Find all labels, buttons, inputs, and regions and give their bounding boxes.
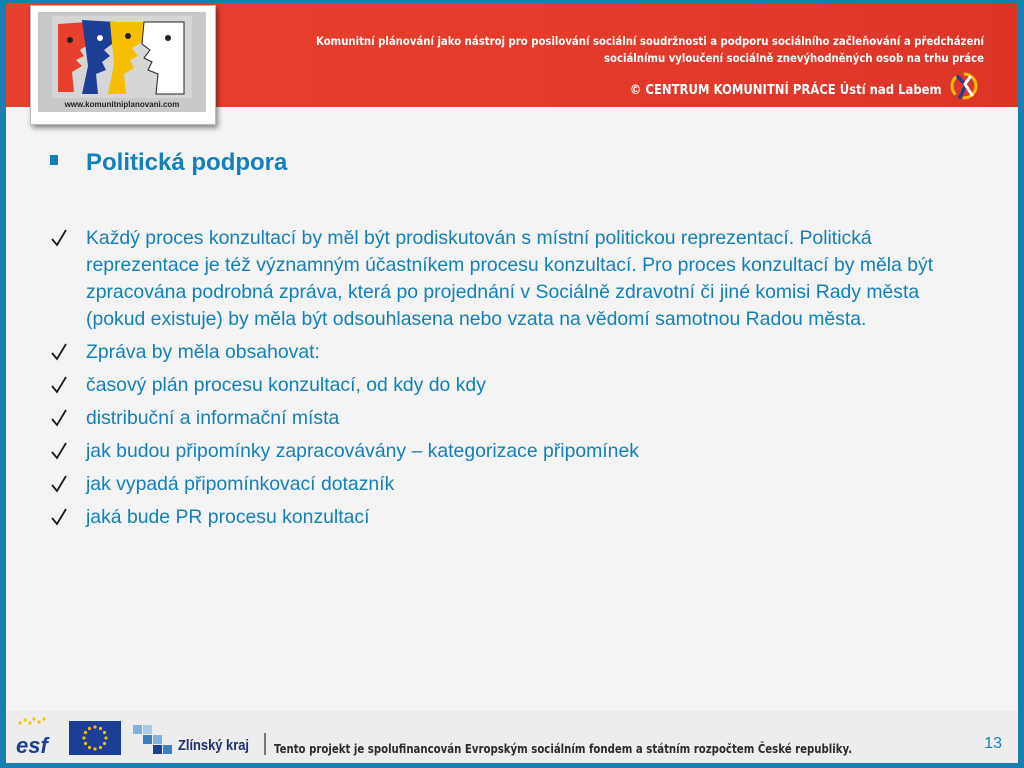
list-item-text: jak vypadá připomínkovací dotazník — [86, 473, 395, 495]
komunitni-planovani-logo — [30, 5, 216, 125]
checkmark-icon — [49, 506, 69, 528]
slide — [6, 3, 1018, 763]
header-title-line2: sociálnímu vyloučení sociálně znevýhodněných osob na trhu práce — [604, 51, 984, 65]
checkmark-icon — [49, 374, 69, 396]
list-item-text: Zpráva by měla obsahovat: — [86, 341, 320, 363]
ckp-logo-icon — [946, 71, 982, 101]
faces-logo-icon — [52, 16, 192, 98]
list-item — [46, 438, 946, 465]
list-item-text: Každý proces konzultací by měl být prodiskutován s místní politickou reprezentací. Politická reprezentace je též významným účastníkem procesu konzultací. Pro proces konzultací by měla být zpracována podrobná zpráva, která po projednání v Sociálně zdravotní či jiné komisi Rady města (pokud existuje) by měla být odsouhlasena nebo vzata na vědomí samotnou Radou města. — [86, 227, 934, 330]
list-item — [46, 504, 946, 531]
checkmark-icon — [49, 407, 69, 429]
page-number: 13 — [984, 735, 1002, 752]
header-title — [315, 33, 984, 67]
checkmark-icon — [49, 473, 69, 495]
list-item — [46, 372, 946, 399]
list-item — [46, 339, 946, 366]
list-item — [46, 471, 946, 498]
zlinsky-kraj-label: Zlínský kraj — [178, 737, 249, 754]
checklist — [46, 225, 946, 537]
footer-divider — [264, 733, 266, 755]
esf-logo-text: esf — [16, 733, 48, 757]
square-bullet-icon — [50, 155, 58, 165]
header-title-line1: Komunitní plánování jako nástroj pro posilování sociální soudržnosti a podporu sociálního začleňování a předcházení — [316, 34, 985, 48]
list-item-text: časový plán procesu konzultací, od kdy do kdy — [86, 374, 486, 396]
eu-flag-icon — [69, 721, 121, 755]
checkmark-icon — [49, 227, 69, 249]
slide-heading: Politická podpora — [86, 149, 288, 176]
list-item-text: distribuční a informační místa — [86, 407, 340, 429]
list-item — [46, 405, 946, 432]
list-item — [46, 225, 946, 333]
list-item-text: jaká bude PR procesu konzultací — [86, 506, 370, 528]
funding-notice: Tento projekt je spolufinancován Evropským sociálním fondem a státním rozpočtem České republiky. — [274, 741, 853, 756]
zlinsky-kraj-logo-icon — [133, 725, 177, 757]
header-copyright: © CENTRUM KOMUNITNÍ PRÁCE Ústí nad Labem — [630, 82, 942, 98]
checkmark-icon — [49, 341, 69, 363]
logo-url-text: www.komunitniplanovani.com — [64, 100, 180, 109]
esf-logo-icon — [14, 717, 60, 757]
list-item-text: jak budou připomínky zapracovávány – kategorizace připomínek — [86, 440, 639, 462]
checkmark-icon — [49, 440, 69, 462]
